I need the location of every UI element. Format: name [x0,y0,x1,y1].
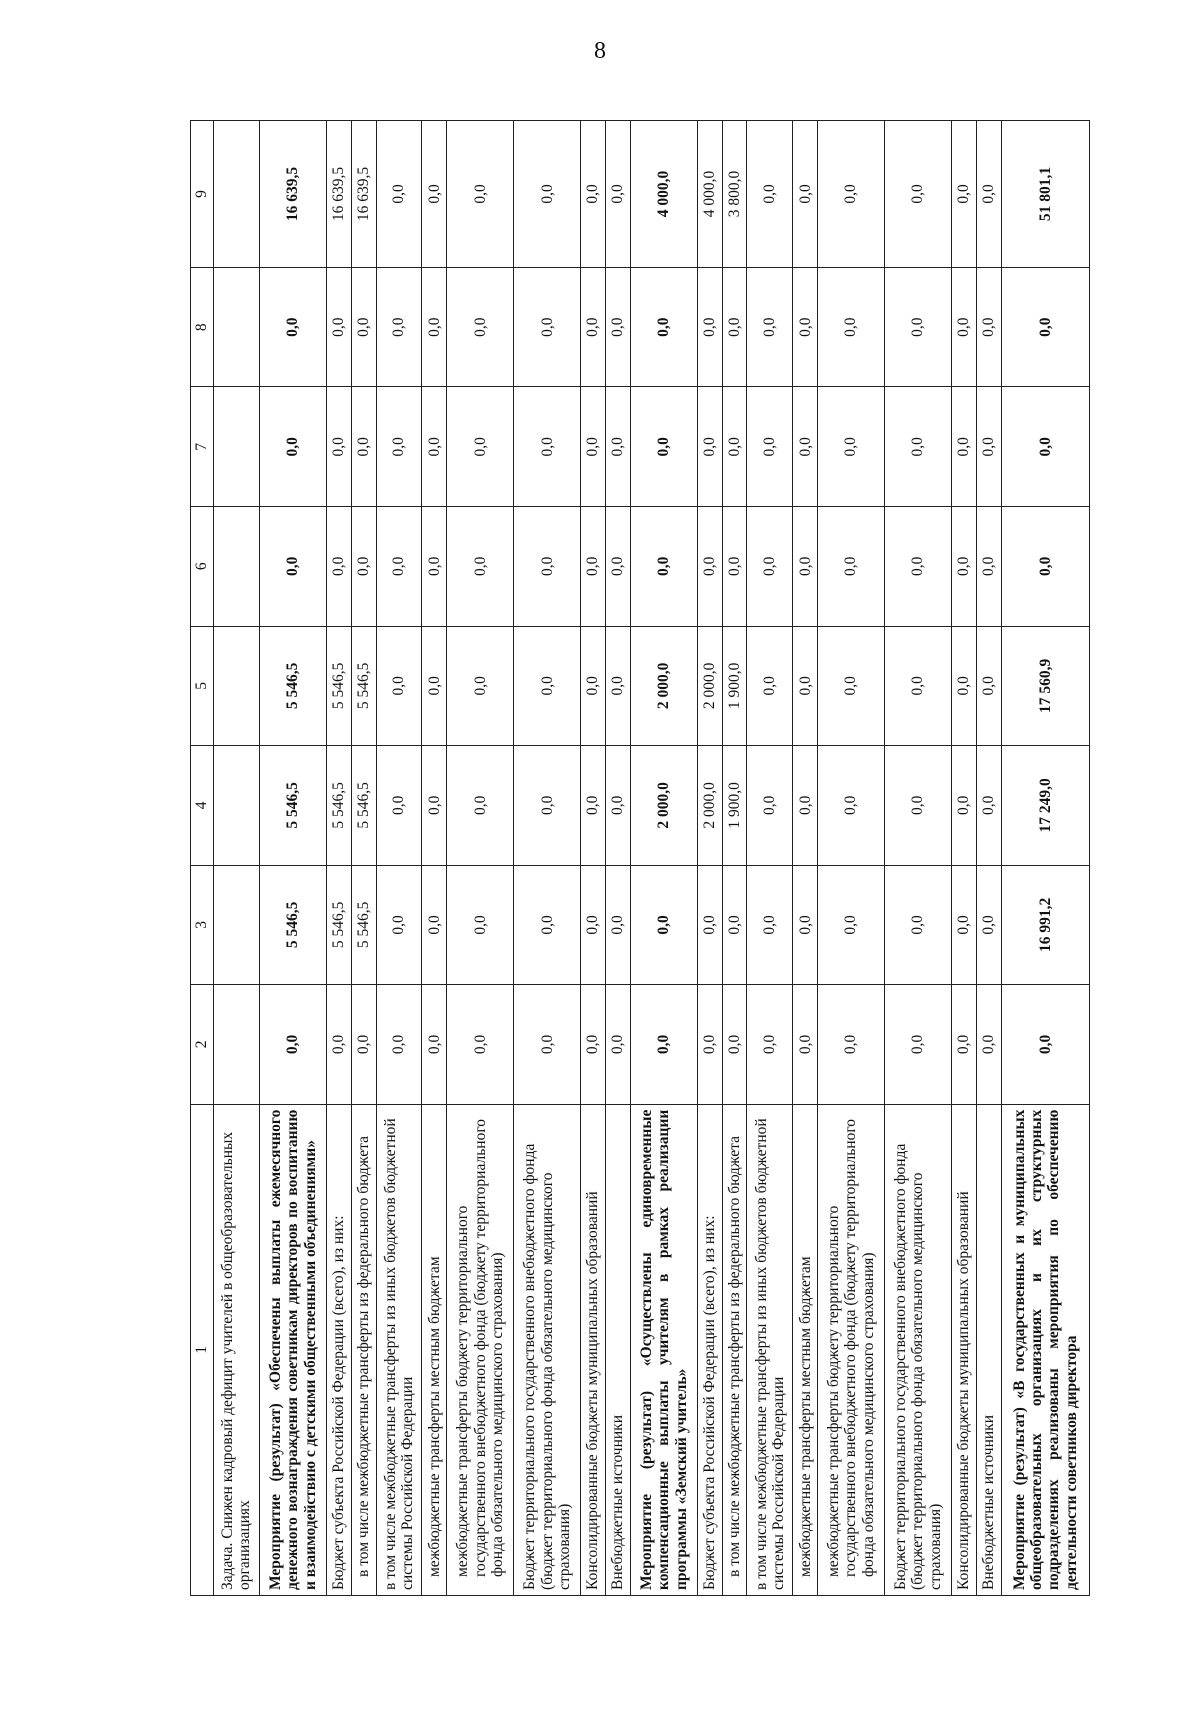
table-cell: 0,0 [722,387,747,507]
table-cell: 5 546,5 [259,746,326,866]
table-cell [214,746,260,866]
table-cell: 0,0 [447,387,514,507]
table-cell: 0,0 [514,746,581,866]
table-cell: 0,0 [351,985,376,1105]
table-cell: 0,0 [818,865,885,985]
column-number: 6 [191,507,214,627]
table-cell: 0,0 [581,267,606,387]
table-cell: 0,0 [422,865,447,985]
table-cell: 0,0 [376,746,422,866]
table-cell: 0,0 [793,746,818,866]
table-cell: 5 546,5 [326,746,351,866]
table-cell: 0,0 [793,121,818,268]
table-row [581,121,606,1596]
column-number: 9 [191,121,214,268]
table-row [722,121,747,1596]
table-cell: 0,0 [422,746,447,866]
column-number-row [191,121,214,1596]
row-label: Внебюджетные источники [606,1104,631,1595]
table-cell: 1 900,0 [722,626,747,746]
measure-row [259,121,326,1596]
table-cell: 0,0 [514,267,581,387]
column-number: 7 [191,387,214,507]
row-label: межбюджетные трансферты местным бюджетам [422,1104,447,1595]
table-cell: 5 546,5 [351,626,376,746]
table-cell: 0,0 [376,626,422,746]
table-cell: 0,0 [630,387,697,507]
table-cell: 0,0 [722,985,747,1105]
table-cell: 4 000,0 [630,121,697,268]
table-cell: 0,0 [581,387,606,507]
table-cell: 0,0 [630,865,697,985]
table-cell: 0,0 [581,746,606,866]
row-label: Консолидированные бюджеты муниципальных образований [952,1104,977,1595]
table-cell: 0,0 [447,626,514,746]
table-cell: 0,0 [976,507,1001,627]
table-cell: 0,0 [976,267,1001,387]
table-cell: 0,0 [976,387,1001,507]
table-cell: 0,0 [514,985,581,1105]
table-cell: 16 639,5 [351,121,376,268]
table-cell: 0,0 [885,746,952,866]
table-cell: 0,0 [818,267,885,387]
row-label: Задача. Снижен кадровый дефицит учителей в общеобразовательных организациях [214,1104,260,1595]
row-label: в том числе межбюджетные трансферты из федерального бюджета [722,1104,747,1595]
table-cell: 0,0 [793,865,818,985]
table-cell: 0,0 [976,626,1001,746]
table-cell: 0,0 [697,865,722,985]
table-cell: 0,0 [952,267,977,387]
table-cell: 0,0 [422,121,447,268]
table-cell: 0,0 [976,865,1001,985]
row-label: Бюджет субъекта Российской Федерации (всего), из них: [697,1104,722,1595]
page-number: 8 [594,38,606,64]
column-number: 2 [191,985,214,1105]
table-cell: 5 546,5 [326,865,351,985]
row-label: Мероприятие (результат) «В государственных и муниципальных общеобразовательных организациях и их структурных подразделениях реализованы мероприятия по обеспечению деятельности советников директора [1001,1104,1089,1595]
table-cell: 0,0 [259,507,326,627]
column-number: 5 [191,626,214,746]
row-label: межбюджетные трансферты бюджету территориального государственного внебюджетного фонда (бюджету территориального фонда обязательного медицинского страхования) [447,1104,514,1595]
table-cell [214,267,260,387]
row-label: Внебюджетные источники [976,1104,1001,1595]
table-row [885,121,952,1596]
table-cell: 2 000,0 [630,626,697,746]
row-label: Бюджет субъекта Российской Федерации (всего), из них: [326,1104,351,1595]
table-row [747,121,793,1596]
table-cell: 0,0 [976,985,1001,1105]
table-cell: 2 000,0 [697,746,722,866]
measure-row [630,121,697,1596]
table-cell: 0,0 [606,746,631,866]
table-row [952,121,977,1596]
table-row [422,121,447,1596]
table-cell: 5 546,5 [351,865,376,985]
table-cell: 0,0 [447,865,514,985]
table-cell: 0,0 [952,387,977,507]
table-cell: 0,0 [422,267,447,387]
row-label: в том числе межбюджетные трансферты из федерального бюджета [351,1104,376,1595]
table-cell: 0,0 [976,121,1001,268]
table-cell: 0,0 [722,267,747,387]
measure-row [1001,121,1089,1596]
table-row [514,121,581,1596]
table-cell: 0,0 [581,985,606,1105]
table-cell: 0,0 [606,267,631,387]
table-cell: 0,0 [326,267,351,387]
row-label: Мероприятие (результат) «Обеспечены выплаты ежемесячного денежного вознаграждения советникам директоров по воспитанию и взаимодействию с детскими общественными объединениями» [259,1104,326,1595]
table-cell: 0,0 [326,985,351,1105]
table-cell: 0,0 [326,507,351,627]
table-cell: 0,0 [818,387,885,507]
table-cell: 0,0 [885,267,952,387]
table-cell: 0,0 [630,507,697,627]
table-cell: 0,0 [606,507,631,627]
table-cell: 0,0 [630,985,697,1105]
column-number: 1 [191,1104,214,1595]
table-cell: 0,0 [952,865,977,985]
table-cell: 0,0 [818,507,885,627]
task-row [214,121,260,1596]
row-label: в том числе межбюджетные трансферты из иных бюджетов бюджетной системы Российской Федерации [747,1104,793,1595]
table-cell: 5 546,5 [326,626,351,746]
table-cell: 0,0 [697,387,722,507]
table-cell: 0,0 [697,267,722,387]
table-cell: 0,0 [514,387,581,507]
table-cell [214,387,260,507]
table-row [326,121,351,1596]
table-cell: 0,0 [818,746,885,866]
table-cell [214,507,260,627]
table-cell: 0,0 [606,387,631,507]
table-cell: 0,0 [259,387,326,507]
table-row [976,121,1001,1596]
table-cell: 0,0 [747,387,793,507]
table-cell [214,121,260,268]
table-cell: 0,0 [606,121,631,268]
table-cell: 0,0 [447,746,514,866]
table-cell: 0,0 [818,121,885,268]
table-cell: 0,0 [747,507,793,627]
table-cell: 0,0 [259,985,326,1105]
table-cell: 0,0 [1001,387,1089,507]
table-cell: 0,0 [885,387,952,507]
table-row [376,121,422,1596]
row-label: Консолидированные бюджеты муниципальных образований [581,1104,606,1595]
table-cell: 0,0 [447,507,514,627]
row-label: Мероприятие (результат) «Осуществлены единовременные компенсационные выплаты учителям в рамках реализации программы «Земский учитель» [630,1104,697,1595]
table-cell: 16 991,2 [1001,865,1089,985]
table-cell: 0,0 [747,121,793,268]
table-cell: 0,0 [885,865,952,985]
table-cell: 0,0 [747,746,793,866]
table-cell: 0,0 [514,865,581,985]
table-cell: 0,0 [747,985,793,1105]
table-cell: 0,0 [259,267,326,387]
table-cell: 0,0 [885,626,952,746]
table-cell: 0,0 [447,985,514,1105]
table-cell: 0,0 [514,507,581,627]
table-cell: 0,0 [697,507,722,627]
table-cell: 0,0 [422,387,447,507]
table-cell: 0,0 [747,626,793,746]
table-cell: 0,0 [422,626,447,746]
table-cell: 0,0 [447,267,514,387]
table-cell: 0,0 [376,865,422,985]
table-cell: 0,0 [422,507,447,627]
table-cell: 0,0 [606,985,631,1105]
column-number: 4 [191,746,214,866]
table-cell: 0,0 [952,507,977,627]
table-cell: 0,0 [885,507,952,627]
table-cell: 0,0 [885,985,952,1105]
table-row [697,121,722,1596]
budget-table [190,120,1090,1596]
table-cell: 0,0 [351,267,376,387]
row-label: Бюджет территориального государственного внебюджетного фонда (бюджет территориального фонда обязательного медицинского страхования) [885,1104,952,1595]
table-cell: 0,0 [376,267,422,387]
table-cell: 0,0 [447,121,514,268]
table-cell: 16 639,5 [259,121,326,268]
table-cell: 16 639,5 [326,121,351,268]
table-cell [214,985,260,1105]
table-cell: 3 800,0 [722,121,747,268]
table-cell: 0,0 [793,507,818,627]
table-cell: 0,0 [722,865,747,985]
table-cell: 0,0 [351,507,376,627]
table-cell: 0,0 [581,626,606,746]
table-cell: 0,0 [376,121,422,268]
table-cell: 0,0 [747,267,793,387]
table-cell: 0,0 [952,746,977,866]
table-cell: 0,0 [422,985,447,1105]
table-cell: 0,0 [1001,267,1089,387]
table-cell: 5 546,5 [259,865,326,985]
row-label: межбюджетные трансферты местным бюджетам [793,1104,818,1595]
table-cell: 0,0 [818,626,885,746]
table-cell: 0,0 [630,267,697,387]
table-row [447,121,514,1596]
table-cell: 0,0 [581,121,606,268]
table-cell: 0,0 [697,985,722,1105]
table-cell: 0,0 [793,626,818,746]
table-cell: 0,0 [747,865,793,985]
table-cell: 2 000,0 [630,746,697,866]
table-cell: 0,0 [581,507,606,627]
table-cell [214,626,260,746]
table-cell: 0,0 [952,985,977,1105]
table-cell: 17 560,9 [1001,626,1089,746]
table-row [793,121,818,1596]
table-cell: 0,0 [351,387,376,507]
table-cell: 2 000,0 [697,626,722,746]
row-label: Бюджет территориального государственного внебюджетного фонда (бюджет территориального фонда обязательного медицинского страхования) [514,1104,581,1595]
table-cell: 0,0 [606,865,631,985]
table-cell: 0,0 [885,121,952,268]
table-row [351,121,376,1596]
table-cell: 0,0 [793,387,818,507]
row-label: в том числе межбюджетные трансферты из иных бюджетов бюджетной системы Российской Федерации [376,1104,422,1595]
table-cell: 0,0 [793,267,818,387]
table-row [606,121,631,1596]
table-cell: 0,0 [326,387,351,507]
table-cell: 0,0 [376,387,422,507]
table-cell: 0,0 [606,626,631,746]
table-cell: 5 546,5 [259,626,326,746]
table-cell: 51 801,1 [1001,121,1089,268]
table-cell: 17 249,0 [1001,746,1089,866]
table-cell: 0,0 [952,121,977,268]
column-number: 8 [191,267,214,387]
table-body [191,121,1090,1596]
table-cell [214,865,260,985]
table-cell: 0,0 [514,626,581,746]
rotated-table-wrapper [190,120,1090,1596]
table-row [818,121,885,1596]
table-cell: 0,0 [818,985,885,1105]
table-cell: 0,0 [1001,507,1089,627]
table-cell: 4 000,0 [697,121,722,268]
table-cell: 0,0 [376,985,422,1105]
table-cell: 0,0 [514,121,581,268]
table-cell: 0,0 [976,746,1001,866]
table-cell: 0,0 [1001,985,1089,1105]
table-cell: 5 546,5 [351,746,376,866]
table-cell: 0,0 [793,985,818,1105]
table-cell: 0,0 [952,626,977,746]
table-cell: 0,0 [376,507,422,627]
table-cell: 0,0 [722,507,747,627]
column-number: 3 [191,865,214,985]
row-label: межбюджетные трансферты бюджету территориального государственного внебюджетного фонда (бюджету территориального фонда обязательного медицинского страхования) [818,1104,885,1595]
table-cell: 1 900,0 [722,746,747,866]
table-cell: 0,0 [581,865,606,985]
